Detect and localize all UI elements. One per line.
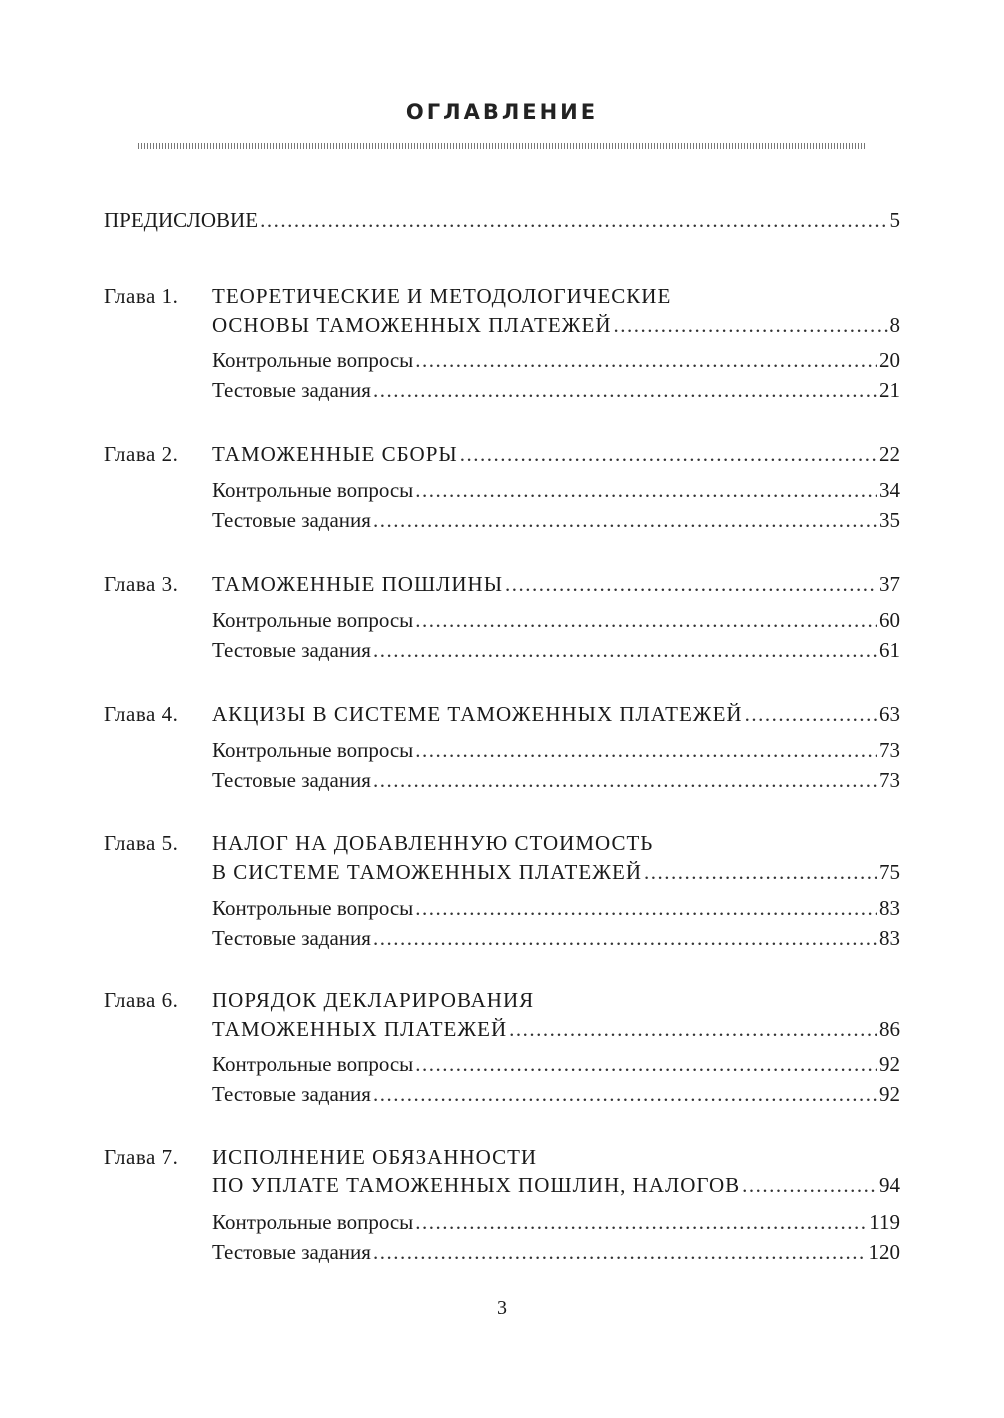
toc-chapter-5-heading[interactable] — [104, 828, 653, 858]
toc-chapter-6-heading[interactable] — [104, 985, 534, 1015]
toc-page-number: 60 — [879, 608, 900, 632]
toc-page-number: 120 — [868, 1240, 900, 1264]
toc-chapter-7-heading[interactable] — [104, 1142, 537, 1172]
toc-subentry-text: Контрольные вопросы — [212, 348, 414, 372]
toc-subentry-text: Тестовые задания — [212, 1240, 371, 1264]
leader-dots — [415, 345, 877, 375]
toc-page-number: 37 — [879, 572, 900, 596]
page-number-footer: 3 — [497, 1297, 507, 1319]
toc-page-number: 73 — [879, 768, 900, 792]
toc-chapter-4-questions[interactable] — [212, 735, 900, 765]
toc-subentry-text: Тестовые задания — [212, 1082, 371, 1106]
toc-page-number: 119 — [869, 1210, 900, 1234]
toc-page-number: 75 — [879, 860, 900, 884]
title-divider — [138, 143, 866, 149]
toc-subentry-text: Контрольные вопросы — [212, 1052, 414, 1076]
chapter-title-line1: ТАМОЖЕННЫЕ ПОШЛИНЫ — [212, 572, 504, 596]
toc-chapter-6-questions[interactable] — [212, 1049, 900, 1079]
toc-chapter-7-questions[interactable] — [212, 1207, 900, 1237]
toc-chapter-1-title-end[interactable] — [212, 310, 900, 340]
chapter-label: Глава 3. — [104, 572, 179, 596]
toc-chapter-1-questions[interactable] — [212, 345, 900, 375]
toc-chapter-2-tests[interactable] — [212, 505, 900, 535]
leader-dots — [415, 1049, 877, 1079]
chapter-label: Глава 1. — [104, 284, 179, 308]
toc-chapter-2-heading[interactable] — [104, 439, 900, 469]
leader-dots — [644, 857, 877, 887]
chapter-title-line2: В СИСТЕМЕ ТАМОЖЕННЫХ ПЛАТЕЖЕЙ — [212, 860, 642, 884]
leader-dots — [373, 375, 877, 405]
leader-dots — [415, 893, 877, 923]
toc-chapter-1-tests[interactable] — [212, 375, 900, 405]
toc-page-number: 21 — [879, 378, 900, 402]
chapter-title-line2: ТАМОЖЕННЫХ ПЛАТЕЖЕЙ — [212, 1017, 508, 1041]
leader-dots — [415, 605, 877, 635]
toc-chapter-5-questions[interactable] — [212, 893, 900, 923]
toc-chapter-7-tests[interactable] — [212, 1237, 900, 1267]
leader-dots — [373, 765, 877, 795]
toc-subentry-text: Контрольные вопросы — [212, 1210, 414, 1234]
toc-page-number: 92 — [879, 1082, 900, 1106]
toc-page-number: 94 — [879, 1173, 900, 1197]
toc-page-number: 92 — [879, 1052, 900, 1076]
chapter-label: Глава 7. — [104, 1145, 179, 1169]
toc-subentry-text: Тестовые задания — [212, 638, 371, 662]
toc-chapter-4-tests[interactable] — [212, 765, 900, 795]
chapter-label: Глава 6. — [104, 988, 179, 1012]
toc-page-number: 73 — [879, 738, 900, 762]
toc-page-number: 63 — [879, 702, 900, 726]
leader-dots — [260, 205, 887, 235]
chapter-title-line2: ПО УПЛАТЕ ТАМОЖЕННЫХ ПОШЛИН, НАЛОГОВ — [212, 1173, 741, 1197]
chapter-title-line1: НАЛОГ НА ДОБАВЛЕННУЮ СТОИМОСТЬ — [212, 831, 654, 855]
toc-entry-preface[interactable] — [104, 205, 900, 235]
toc-chapter-3-questions[interactable] — [212, 605, 900, 635]
leader-dots — [415, 735, 877, 765]
toc-page-number: 61 — [879, 638, 900, 662]
toc-chapter-2-questions[interactable] — [212, 475, 900, 505]
toc-subentry-text: Контрольные вопросы — [212, 738, 414, 762]
chapter-label: Глава 2. — [104, 442, 179, 466]
toc-subentry-text: Тестовые задания — [212, 926, 371, 950]
toc-page-number: 86 — [879, 1017, 900, 1041]
toc-page-number: 35 — [879, 508, 900, 532]
toc-page-number: 34 — [879, 478, 900, 502]
chapter-title-line1: ТЕОРЕТИЧЕСКИЕ И МЕТОДОЛОГИЧЕСКИЕ — [212, 284, 672, 308]
leader-dots — [509, 1014, 877, 1044]
toc-chapter-5-tests[interactable] — [212, 923, 900, 953]
toc-chapter-3-tests[interactable] — [212, 635, 900, 665]
toc-page-number: 83 — [879, 896, 900, 920]
toc-subentry-text: Контрольные вопросы — [212, 478, 414, 502]
leader-dots — [373, 923, 877, 953]
leader-dots — [373, 1237, 867, 1267]
toc-page-number: 83 — [879, 926, 900, 950]
toc-chapter-1-heading[interactable] — [104, 281, 671, 311]
toc-page-number: 20 — [879, 348, 900, 372]
chapter-title-line1: ПОРЯДОК ДЕКЛАРИРОВАНИЯ — [212, 988, 535, 1012]
chapter-title-line1: АКЦИЗЫ В СИСТЕМЕ ТАМОЖЕННЫХ ПЛАТЕЖЕЙ — [212, 702, 743, 726]
chapter-label: Глава 4. — [104, 702, 179, 726]
leader-dots — [742, 1170, 877, 1200]
leader-dots — [460, 439, 877, 469]
toc-subentry-text: Тестовые задания — [212, 508, 371, 532]
leader-dots — [614, 310, 888, 340]
toc-chapter-6-title-end[interactable] — [212, 1014, 900, 1044]
chapter-title-line1: ИСПОЛНЕНИЕ ОБЯЗАННОСТИ — [212, 1145, 538, 1169]
toc-page-number: 8 — [889, 313, 900, 337]
leader-dots — [745, 699, 877, 729]
toc-subentry-text: Контрольные вопросы — [212, 896, 414, 920]
leader-dots — [505, 569, 877, 599]
toc-chapter-3-heading[interactable] — [104, 569, 900, 599]
leader-dots — [373, 505, 877, 535]
chapter-title-line2: ОСНОВЫ ТАМОЖЕННЫХ ПЛАТЕЖЕЙ — [212, 313, 612, 337]
toc-page-number: 22 — [879, 442, 900, 466]
leader-dots — [415, 1207, 867, 1237]
leader-dots — [373, 1079, 877, 1109]
chapter-label: Глава 5. — [104, 831, 179, 855]
toc-subentry-text: Тестовые задания — [212, 378, 371, 402]
chapter-title-line1: ТАМОЖЕННЫЕ СБОРЫ — [212, 442, 458, 466]
leader-dots — [373, 635, 877, 665]
toc-subentry-text: Тестовые задания — [212, 768, 371, 792]
toc-chapter-4-heading[interactable] — [104, 699, 900, 729]
page-title: ОГЛАВЛЕНИЕ — [405, 100, 599, 124]
toc-chapter-6-tests[interactable] — [212, 1079, 900, 1109]
toc-subentry-text: Контрольные вопросы — [212, 608, 414, 632]
toc-entry-text: ПРЕДИСЛОВИЕ — [104, 208, 259, 232]
toc-page-number: 5 — [889, 208, 900, 232]
toc-chapter-5-title-end[interactable] — [212, 857, 900, 887]
leader-dots — [415, 475, 877, 505]
toc-chapter-7-title-end[interactable] — [212, 1170, 900, 1200]
